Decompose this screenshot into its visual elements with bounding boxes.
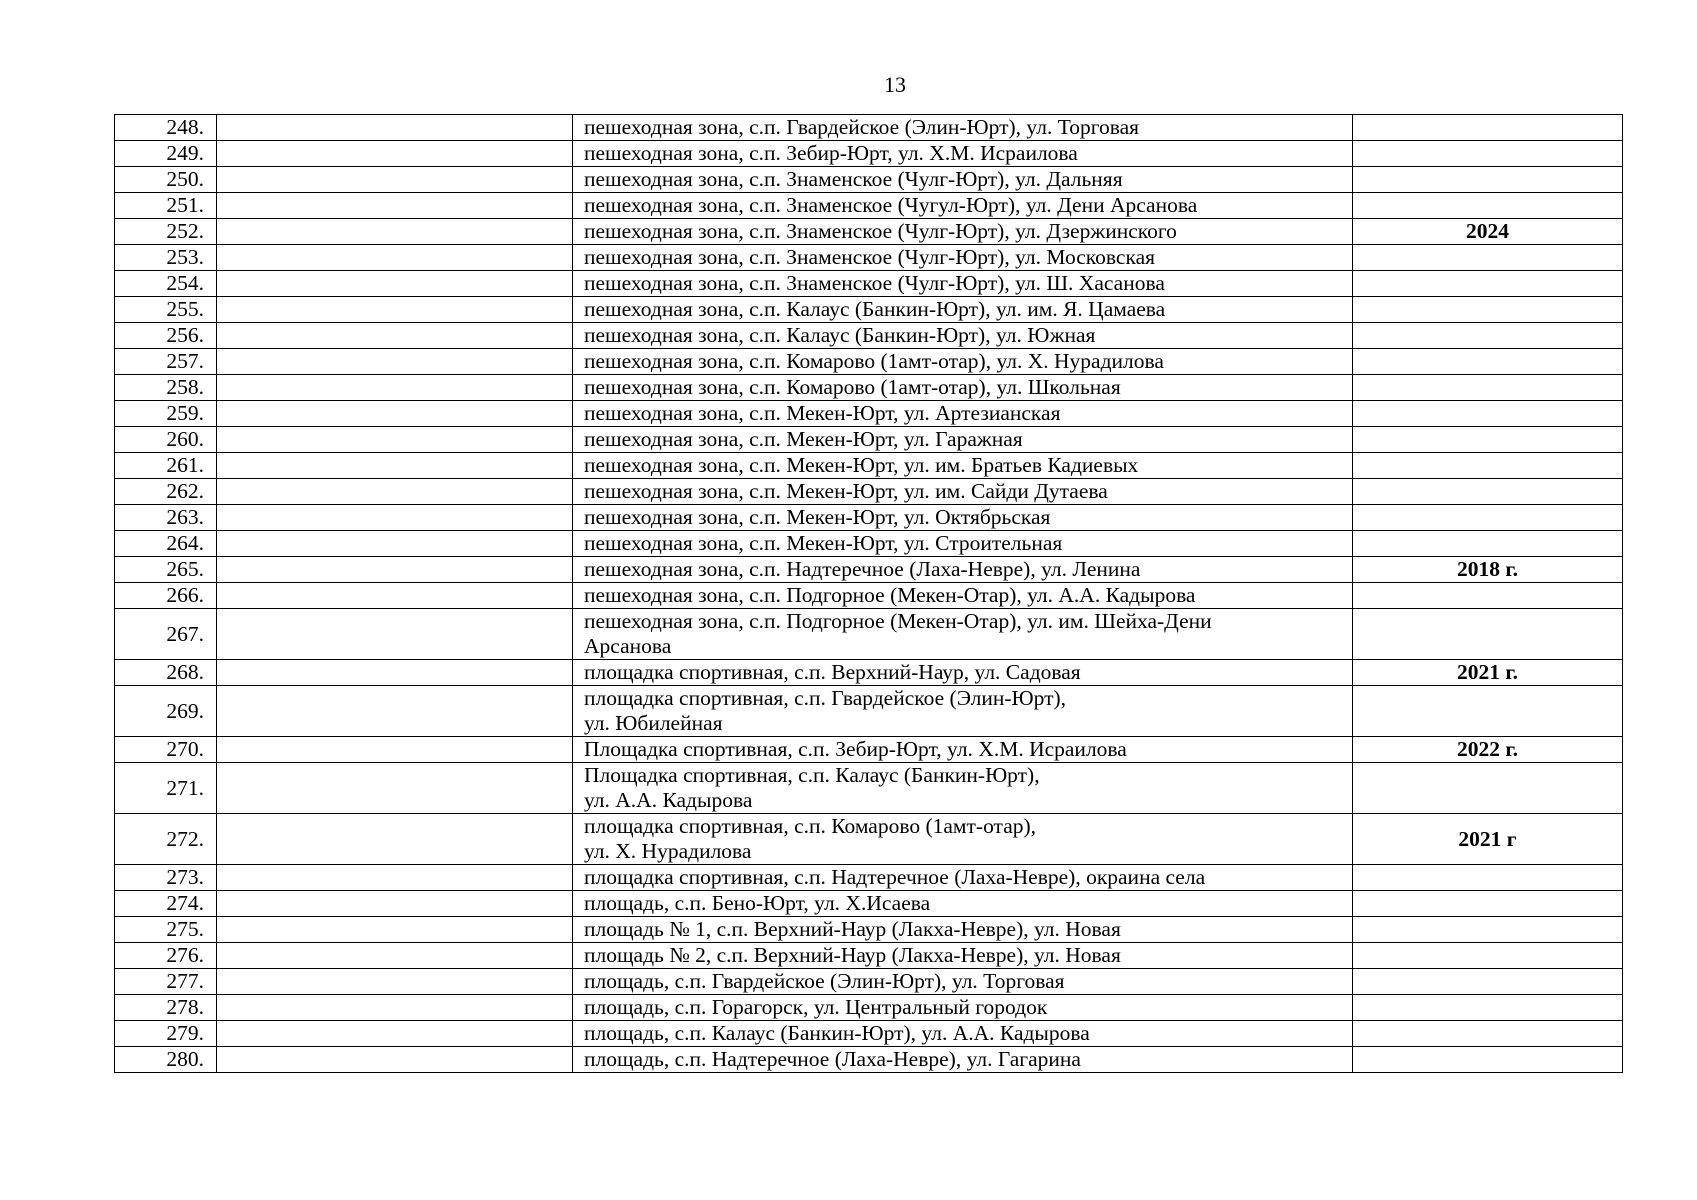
row-number-cell: 260. (115, 427, 217, 453)
row-number-cell: 272. (115, 814, 217, 865)
empty-cell (217, 349, 573, 375)
year-cell (1353, 141, 1623, 167)
row-number-cell: 279. (115, 1021, 217, 1047)
row-number-cell: 255. (115, 297, 217, 323)
empty-cell (217, 891, 573, 917)
year-cell (1353, 969, 1623, 995)
empty-cell (217, 609, 573, 660)
empty-cell (217, 219, 573, 245)
row-number-cell: 266. (115, 583, 217, 609)
table-row (115, 141, 1623, 167)
row-number-cell: 250. (115, 167, 217, 193)
table-row (115, 219, 1623, 245)
object-description-cell: пешеходная зона, с.п. Комарово (1амт-отар), ул. Школьная (573, 375, 1353, 401)
object-description-cell: пешеходная зона, с.п. Калаус (Банкин-Юрт), ул. им. Я. Цамаева (573, 297, 1353, 323)
object-description-cell: пешеходная зона, с.п. Мекен-Юрт, ул. Октябрьская (573, 505, 1353, 531)
row-number-cell: 263. (115, 505, 217, 531)
table-row (115, 167, 1623, 193)
empty-cell (217, 453, 573, 479)
row-number-cell: 257. (115, 349, 217, 375)
table-row (115, 1047, 1623, 1073)
row-number-cell: 252. (115, 219, 217, 245)
row-number-cell: 261. (115, 453, 217, 479)
year-cell: 2024 (1353, 219, 1623, 245)
table-row (115, 1021, 1623, 1047)
row-number-cell: 251. (115, 193, 217, 219)
empty-cell (217, 1047, 573, 1073)
year-cell (1353, 115, 1623, 141)
year-cell (1353, 865, 1623, 891)
table-row (115, 737, 1623, 763)
empty-cell (217, 763, 573, 814)
empty-cell (217, 995, 573, 1021)
row-number-cell: 262. (115, 479, 217, 505)
year-cell (1353, 943, 1623, 969)
empty-cell (217, 969, 573, 995)
empty-cell (217, 141, 573, 167)
year-cell (1353, 891, 1623, 917)
year-cell (1353, 323, 1623, 349)
table-row (115, 969, 1623, 995)
object-description-cell: пешеходная зона, с.п. Гвардейское (Элин-Юрт), ул. Торговая (573, 115, 1353, 141)
empty-cell (217, 557, 573, 583)
year-cell (1353, 167, 1623, 193)
object-description-cell: Площадка спортивная, с.п. Калаус (Банкин-Юрт), ул. А.А. Кадырова (573, 763, 1353, 814)
row-number-cell: 256. (115, 323, 217, 349)
year-cell (1353, 917, 1623, 943)
year-cell (1353, 531, 1623, 557)
object-description-cell: площадь № 2, с.п. Верхний-Наур (Лакха-Невре), ул. Новая (573, 943, 1353, 969)
table-row (115, 349, 1623, 375)
table-row (115, 917, 1623, 943)
object-description-cell: площадь, с.п. Бено-Юрт, ул. Х.Исаева (573, 891, 1353, 917)
object-description-cell: площадь, с.п. Надтеречное (Лаха-Невре), ул. Гагарина (573, 1047, 1353, 1073)
year-cell (1353, 609, 1623, 660)
table-row (115, 995, 1623, 1021)
object-description-cell: пешеходная зона, с.п. Калаус (Банкин-Юрт), ул. Южная (573, 323, 1353, 349)
object-description-cell: пешеходная зона, с.п. Подгорное (Мекен-Отар), ул. А.А. Кадырова (573, 583, 1353, 609)
empty-cell (217, 737, 573, 763)
year-cell (1353, 1047, 1623, 1073)
year-cell (1353, 375, 1623, 401)
object-description-cell: площадь, с.п. Калаус (Банкин-Юрт), ул. А.А. Кадырова (573, 1021, 1353, 1047)
table-row (115, 865, 1623, 891)
year-cell (1353, 271, 1623, 297)
object-description-cell: пешеходная зона, с.п. Знаменское (Чугул-Юрт), ул. Дени Арсанова (573, 193, 1353, 219)
year-cell (1353, 427, 1623, 453)
table-row (115, 609, 1623, 660)
year-cell (1353, 1021, 1623, 1047)
object-description-cell: площадь, с.п. Гвардейское (Элин-Юрт), ул. Торговая (573, 969, 1353, 995)
table-row (115, 271, 1623, 297)
object-description-cell: пешеходная зона, с.п. Мекен-Юрт, ул. Гаражная (573, 427, 1353, 453)
table-row (115, 763, 1623, 814)
empty-cell (217, 505, 573, 531)
object-description-cell: площадь, с.п. Горагорск, ул. Центральный городок (573, 995, 1353, 1021)
object-description-cell: пешеходная зона, с.п. Знаменское (Чулг-Юрт), ул. Дзержинского (573, 219, 1353, 245)
year-cell (1353, 401, 1623, 427)
object-description-cell: пешеходная зона, с.п. Подгорное (Мекен-Отар), ул. им. Шейха-Дени Арсанова (573, 609, 1353, 660)
year-cell: 2021 г. (1353, 660, 1623, 686)
year-cell (1353, 349, 1623, 375)
empty-cell (217, 660, 573, 686)
year-cell: 2021 г (1353, 814, 1623, 865)
table-row (115, 557, 1623, 583)
year-cell (1353, 245, 1623, 271)
empty-cell (217, 297, 573, 323)
page-number: 13 (884, 72, 906, 97)
object-description-cell: пешеходная зона, с.п. Мекен-Юрт, ул. им. Братьев Кадиевых (573, 453, 1353, 479)
empty-cell (217, 245, 573, 271)
empty-cell (217, 865, 573, 891)
row-number-cell: 264. (115, 531, 217, 557)
object-description-cell: пешеходная зона, с.п. Мекен-Юрт, ул. Строительная (573, 531, 1353, 557)
object-description-cell: пешеходная зона, с.п. Зебир-Юрт, ул. Х.М. Исраилова (573, 141, 1353, 167)
row-number-cell: 276. (115, 943, 217, 969)
empty-cell (217, 167, 573, 193)
object-description-cell: площадь № 1, с.п. Верхний-Наур (Лакха-Невре), ул. Новая (573, 917, 1353, 943)
table-row (115, 297, 1623, 323)
year-cell: 2022 г. (1353, 737, 1623, 763)
empty-cell (217, 115, 573, 141)
table-row (115, 686, 1623, 737)
empty-cell (217, 943, 573, 969)
row-number-cell: 275. (115, 917, 217, 943)
row-number-cell: 273. (115, 865, 217, 891)
empty-cell (217, 583, 573, 609)
row-number-cell: 249. (115, 141, 217, 167)
empty-cell (217, 375, 573, 401)
year-cell (1353, 479, 1623, 505)
table-row (115, 245, 1623, 271)
empty-cell (217, 1021, 573, 1047)
table-row (115, 891, 1623, 917)
table-row (115, 115, 1623, 141)
row-number-cell: 265. (115, 557, 217, 583)
table-row (115, 375, 1623, 401)
table-row (115, 193, 1623, 219)
year-cell (1353, 453, 1623, 479)
row-number-cell: 268. (115, 660, 217, 686)
year-cell (1353, 763, 1623, 814)
object-description-cell: площадка спортивная, с.п. Гвардейское (Элин-Юрт), ул. Юбилейная (573, 686, 1353, 737)
year-cell (1353, 193, 1623, 219)
registry-table (114, 114, 1623, 1073)
empty-cell (217, 686, 573, 737)
object-description-cell: пешеходная зона, с.п. Комарово (1амт-отар), ул. Х. Нурадилова (573, 349, 1353, 375)
row-number-cell: 280. (115, 1047, 217, 1073)
year-cell (1353, 686, 1623, 737)
row-number-cell: 248. (115, 115, 217, 141)
row-number-cell: 259. (115, 401, 217, 427)
table-row (115, 453, 1623, 479)
row-number-cell: 267. (115, 609, 217, 660)
object-description-cell: пешеходная зона, с.п. Надтеречное (Лаха-Невре), ул. Ленина (573, 557, 1353, 583)
object-description-cell: площадка спортивная, с.п. Надтеречное (Лаха-Невре), окраина села (573, 865, 1353, 891)
object-description-cell: площадка спортивная, с.п. Комарово (1амт-отар), ул. Х. Нурадилова (573, 814, 1353, 865)
table-row (115, 583, 1623, 609)
row-number-cell: 278. (115, 995, 217, 1021)
table-row (115, 427, 1623, 453)
row-number-cell: 258. (115, 375, 217, 401)
object-description-cell: пешеходная зона, с.п. Мекен-Юрт, ул. Артезианская (573, 401, 1353, 427)
empty-cell (217, 401, 573, 427)
empty-cell (217, 427, 573, 453)
table-row (115, 943, 1623, 969)
empty-cell (217, 814, 573, 865)
empty-cell (217, 271, 573, 297)
object-description-cell: пешеходная зона, с.п. Знаменское (Чулг-Юрт), ул. Ш. Хасанова (573, 271, 1353, 297)
year-cell (1353, 583, 1623, 609)
row-number-cell: 277. (115, 969, 217, 995)
empty-cell (217, 917, 573, 943)
table-row (115, 531, 1623, 557)
object-description-cell: пешеходная зона, с.п. Мекен-Юрт, ул. им. Сайди Дутаева (573, 479, 1353, 505)
row-number-cell: 254. (115, 271, 217, 297)
registry-table-body (115, 115, 1623, 1073)
table-row (115, 505, 1623, 531)
table-row (115, 401, 1623, 427)
year-cell (1353, 505, 1623, 531)
year-cell: 2018 г. (1353, 557, 1623, 583)
object-description-cell: пешеходная зона, с.п. Знаменское (Чулг-Юрт), ул. Дальняя (573, 167, 1353, 193)
object-description-cell: пешеходная зона, с.п. Знаменское (Чулг-Юрт), ул. Московская (573, 245, 1353, 271)
table-row (115, 660, 1623, 686)
empty-cell (217, 323, 573, 349)
table-row (115, 814, 1623, 865)
object-description-cell: Площадка спортивная, с.п. Зебир-Юрт, ул. Х.М. Исраилова (573, 737, 1353, 763)
row-number-cell: 271. (115, 763, 217, 814)
empty-cell (217, 479, 573, 505)
row-number-cell: 274. (115, 891, 217, 917)
year-cell (1353, 995, 1623, 1021)
row-number-cell: 270. (115, 737, 217, 763)
year-cell (1353, 297, 1623, 323)
table-row (115, 479, 1623, 505)
row-number-cell: 269. (115, 686, 217, 737)
table-row (115, 323, 1623, 349)
empty-cell (217, 193, 573, 219)
row-number-cell: 253. (115, 245, 217, 271)
empty-cell (217, 531, 573, 557)
object-description-cell: площадка спортивная, с.п. Верхний-Наур, ул. Садовая (573, 660, 1353, 686)
